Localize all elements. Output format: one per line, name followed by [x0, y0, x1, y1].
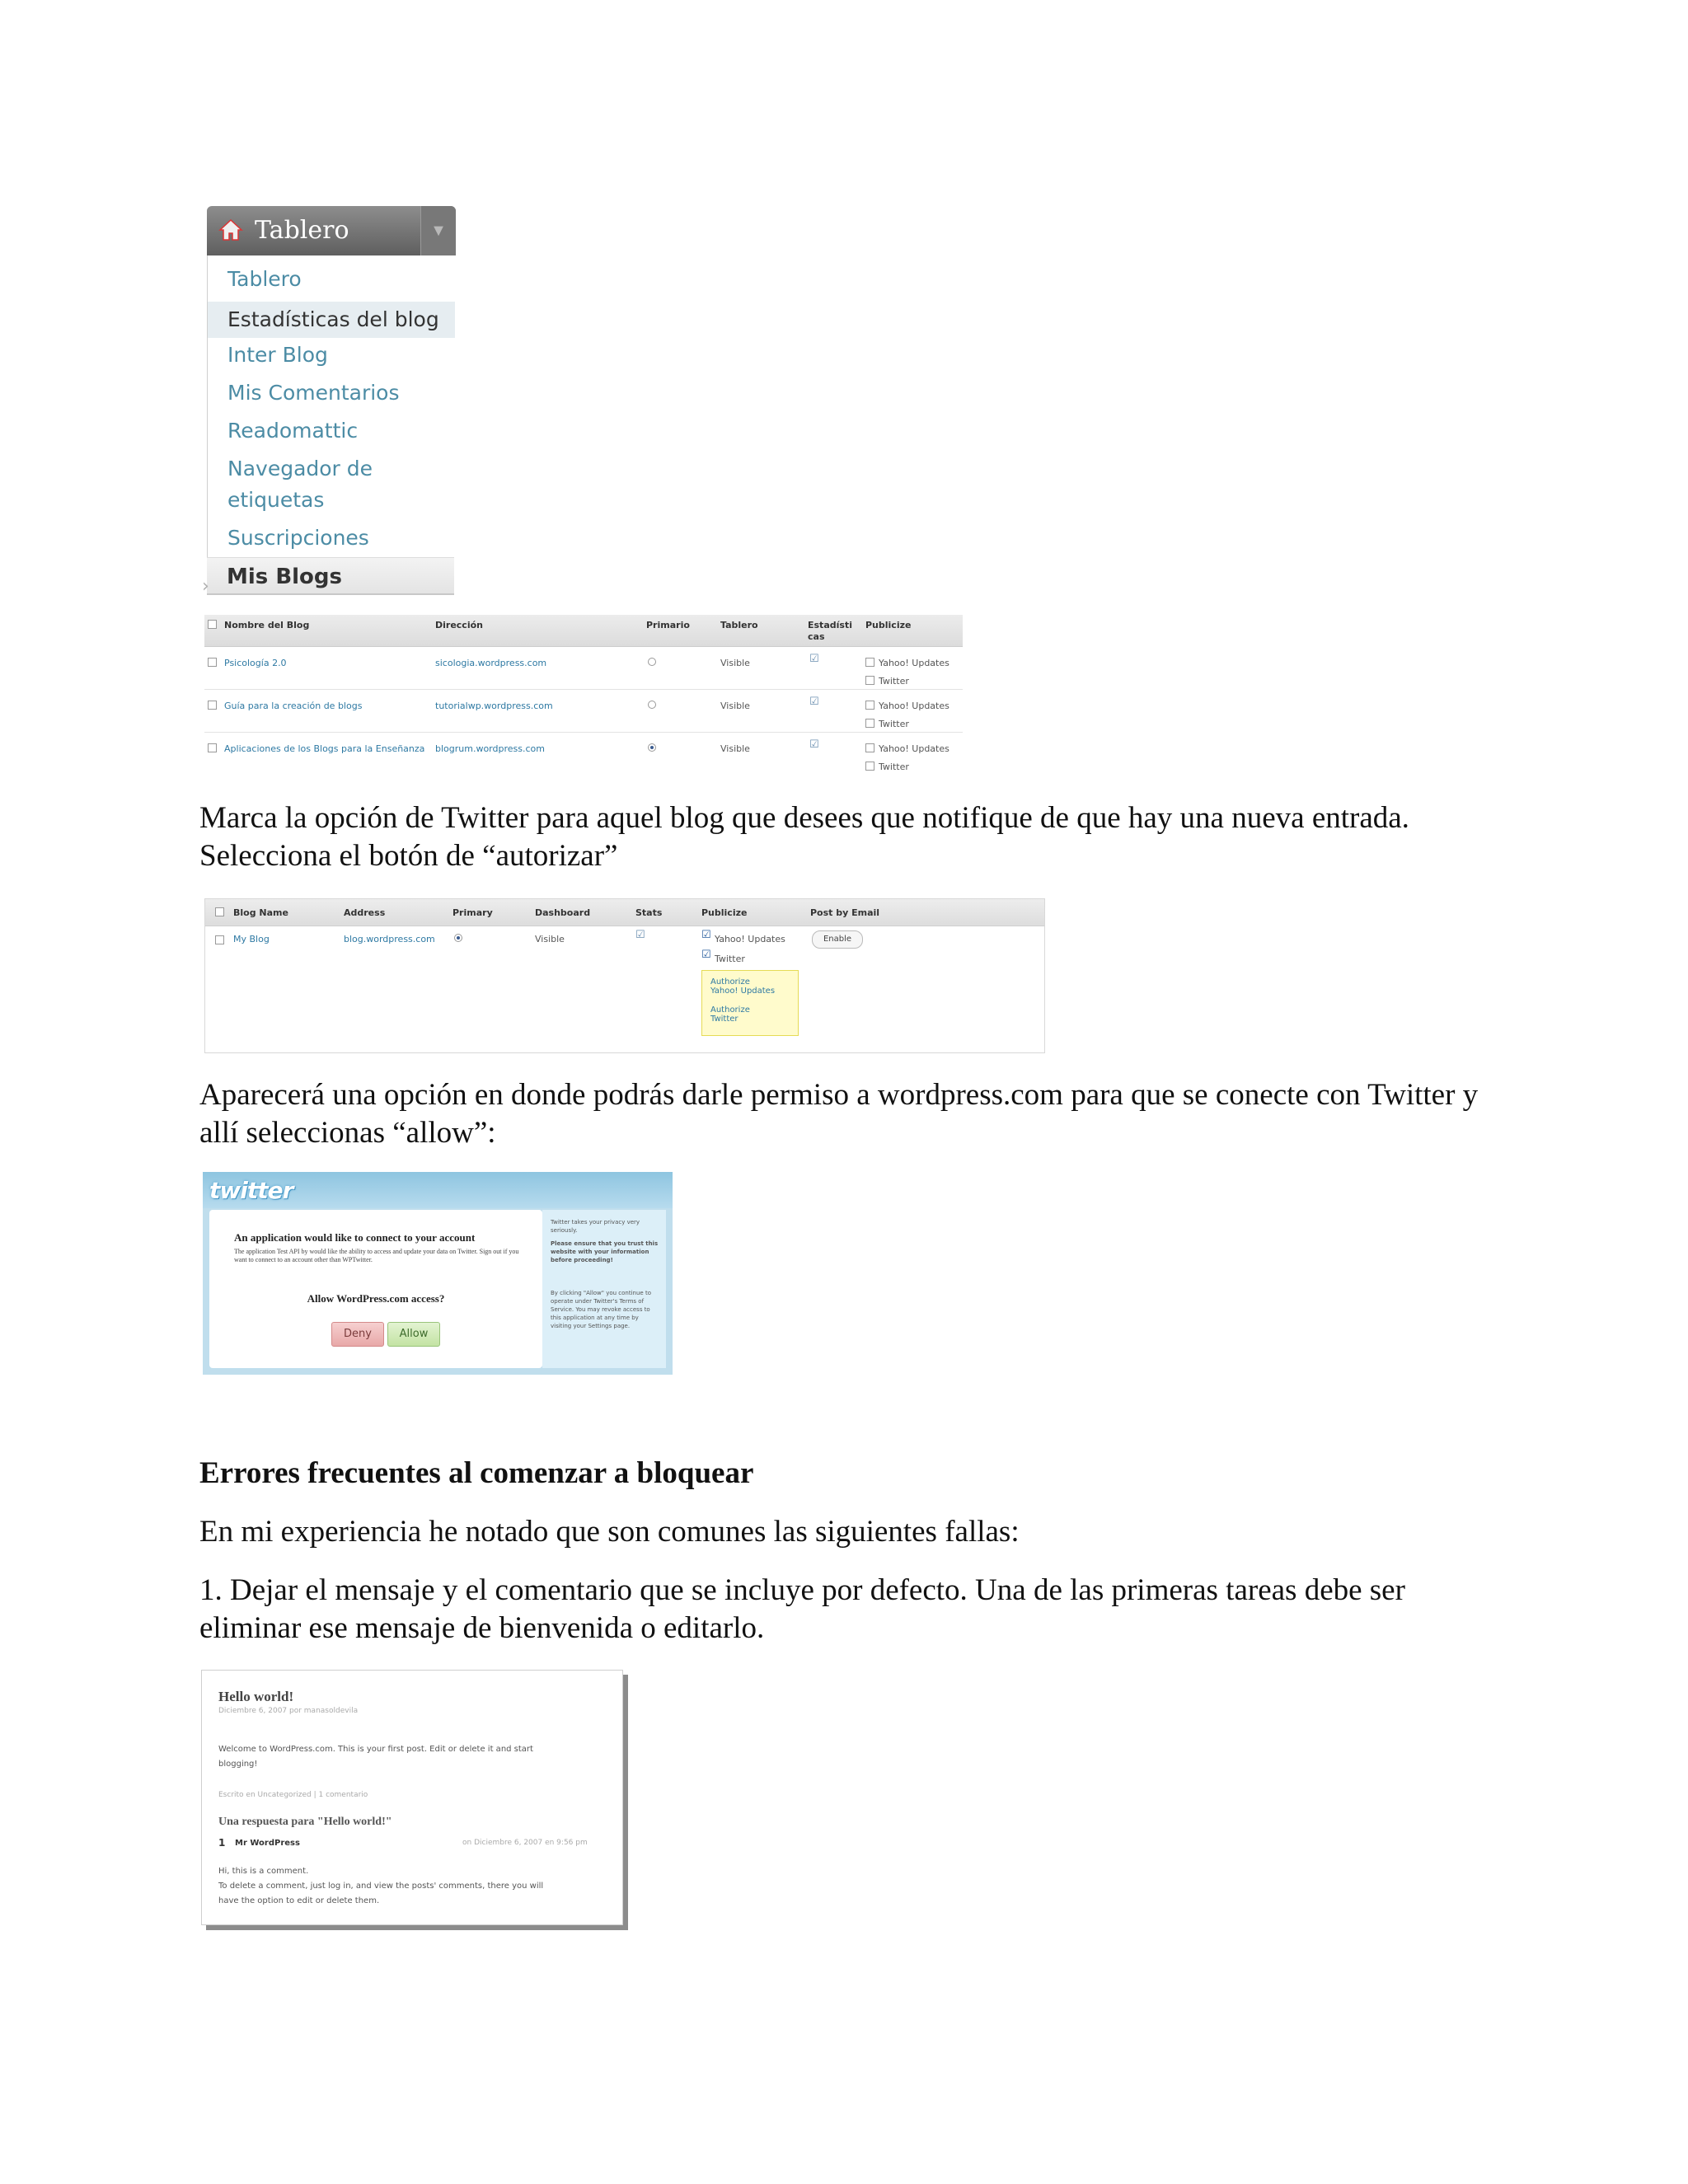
- comment-line-1: Hi, this is a comment.: [218, 1867, 309, 1876]
- paragraph-marca-twitter: Marca la opción de Twitter para aquel blog que desees que notifique de que hay una nueva entrada. Selecciona el botón de “autorizar”: [199, 801, 1409, 873]
- privacy-sidebar: [542, 1210, 666, 1368]
- post-filed: Escrito en Uncategorized | 1 comentario: [218, 1791, 368, 1799]
- table-row: [204, 689, 963, 733]
- authorize-yahoo-link[interactable]: Authorize: [710, 977, 750, 987]
- twitter-checked-icon[interactable]: ☑: [701, 949, 711, 961]
- deny-button[interactable]: Deny: [331, 1322, 384, 1347]
- blog-name-link[interactable]: Aplicaciones de los Blogs para la Enseñanza: [224, 743, 425, 754]
- header-blog-name: Blog Name: [233, 907, 288, 918]
- twitter-logo: twitter: [209, 1177, 293, 1204]
- authorize-question: An application would like to connect to your account: [234, 1231, 476, 1244]
- row-checkbox[interactable]: [208, 658, 217, 667]
- primary-radio-selected[interactable]: [454, 934, 462, 942]
- dashboard-visibility: Visible: [720, 701, 750, 711]
- menu-item-navegador[interactable]: Navegador de: [227, 457, 373, 480]
- authorize-description: The application Test API by would like the ability to access and update your data on Twitter. Sign out if you want to connect to an account other than WPTwitter.: [234, 1248, 519, 1263]
- comment-line-2: To delete a comment, just log in, and view the posts' comments, there you will: [218, 1882, 544, 1891]
- header-estadisticas-2: cas: [808, 631, 825, 642]
- paragraph-dejar-mensaje: 1. Dejar el mensaje y el comentario que se incluye por defecto. Una de las primeras tareas debe ser eliminar ese mensaje de bienvenida o editarlo.: [199, 1573, 1405, 1645]
- select-all-checkbox[interactable]: [208, 620, 217, 629]
- primary-radio-selected[interactable]: [648, 743, 656, 752]
- menu-item-tablero[interactable]: Tablero: [227, 267, 302, 291]
- post-card: [201, 1670, 623, 1925]
- yahoo-checkbox[interactable]: [865, 743, 874, 752]
- enable-button[interactable]: Enable: [812, 930, 863, 949]
- menu-item-etiquetas[interactable]: etiquetas: [227, 488, 325, 512]
- header-publicize: Publicize: [865, 620, 912, 630]
- header-direccion: Dirección: [435, 620, 483, 630]
- responses-heading: Una respuesta para "Hello world!": [218, 1816, 392, 1828]
- publicize-twitter-label: Twitter: [879, 676, 909, 687]
- post-date: Diciembre 6, 2007 por manasoldevila: [218, 1707, 359, 1715]
- blog-name-link[interactable]: My Blog: [233, 934, 270, 944]
- twitter-checkbox[interactable]: [865, 676, 874, 685]
- blog-address-link[interactable]: sicologia.wordpress.com: [435, 658, 547, 668]
- authorize-twitter-link-2[interactable]: Twitter: [710, 1015, 738, 1024]
- publicize-twitter-label: Twitter: [879, 762, 909, 772]
- blog-name-link[interactable]: Psicología 2.0: [224, 658, 287, 668]
- home-icon: [218, 218, 243, 242]
- chevron-down-icon[interactable]: ▼: [420, 206, 456, 255]
- allow-access-question: Allow WordPress.com access?: [307, 1292, 445, 1305]
- header-estadisticas: Estadísti: [808, 620, 852, 630]
- blog-name-link[interactable]: Guía para la creación de blogs: [224, 701, 363, 711]
- comment-line-3: have the option to edit or delete them.: [218, 1896, 380, 1905]
- menu-section-mis-blogs[interactable]: › Mis Blogs: [207, 557, 454, 595]
- blogs-table-en: [204, 898, 1045, 1053]
- menu-item-readomattic[interactable]: Readomattic: [227, 419, 359, 443]
- stats-checkbox-icon[interactable]: ☑: [809, 653, 819, 665]
- publicize-twitter-label: Twitter: [879, 719, 909, 729]
- blogs-table-es: [204, 615, 963, 776]
- primary-radio[interactable]: [648, 658, 656, 666]
- dashboard-menu-image: [204, 204, 457, 597]
- yahoo-checked-icon[interactable]: ☑: [701, 929, 711, 941]
- post-body-1: Welcome to WordPress.com. This is your first post. Edit or delete it and start: [218, 1745, 533, 1754]
- header-address: Address: [344, 907, 386, 918]
- menu-header[interactable]: [207, 206, 456, 255]
- authorize-yahoo-link-2[interactable]: Yahoo! Updates: [710, 987, 776, 996]
- paragraph-experiencia: En mi experiencia he notado que son comunes las siguientes fallas:: [199, 1515, 1020, 1549]
- stats-checkbox-icon[interactable]: ☑: [635, 929, 645, 941]
- post-body-2: blogging!: [218, 1760, 258, 1769]
- stats-checkbox-icon[interactable]: ☑: [809, 696, 819, 708]
- table-row: [204, 732, 963, 775]
- authorize-twitter-link[interactable]: Authorize: [710, 1005, 750, 1015]
- blog-address-link[interactable]: blog.wordpress.com: [344, 934, 435, 944]
- twitter-banner: [203, 1172, 673, 1208]
- chevron-right-icon: ›: [202, 576, 209, 597]
- header-post-by-email: Post by Email: [810, 907, 880, 918]
- publicize-yahoo-label: Yahoo! Updates: [879, 658, 950, 668]
- header-nombre: Nombre del Blog: [224, 620, 310, 630]
- blog-address-link[interactable]: tutorialwp.wordpress.com: [435, 701, 553, 711]
- blog-address-link[interactable]: blogrum.wordpress.com: [435, 743, 545, 754]
- row-checkbox[interactable]: [208, 743, 217, 752]
- dashboard-visibility: Visible: [535, 934, 565, 944]
- header-primario: Primario: [646, 620, 690, 630]
- hello-world-post-image: [201, 1670, 631, 1933]
- comment-date: on Diciembre 6, 2007 en 9:56 pm: [462, 1839, 588, 1847]
- menu-item-suscripciones[interactable]: Suscripciones: [227, 526, 369, 550]
- publicize-yahoo-label: Yahoo! Updates: [879, 701, 950, 711]
- privacy-note-2: Please ensure that you trust this website with your information before proceeding!: [551, 1240, 659, 1263]
- menu-item-inter-blog[interactable]: Inter Blog: [227, 343, 328, 367]
- yahoo-checkbox[interactable]: [865, 701, 874, 710]
- yahoo-checkbox[interactable]: [865, 658, 874, 667]
- post-title[interactable]: Hello world!: [218, 1689, 294, 1704]
- header-dashboard: Dashboard: [535, 907, 591, 918]
- row-checkbox[interactable]: [208, 701, 217, 710]
- table-row: [204, 646, 963, 690]
- twitter-checkbox[interactable]: [865, 719, 874, 728]
- privacy-note-3: By clicking "Allow" you continue to operate under Twitter's Terms of Service. You may revoke access to this application at any time by visiting your Settings page.: [551, 1290, 651, 1329]
- comment-number: 1: [218, 1837, 226, 1849]
- publicize-twitter-label: Twitter: [715, 954, 745, 964]
- comment-author[interactable]: Mr WordPress: [235, 1839, 300, 1848]
- menu-item-mis-comentarios[interactable]: Mis Comentarios: [227, 381, 400, 405]
- dashboard-visibility: Visible: [720, 743, 750, 754]
- section-heading: Errores frecuentes al comenzar a bloquear: [199, 1456, 754, 1490]
- dashboard-visibility: Visible: [720, 658, 750, 668]
- publicize-yahoo-label: Yahoo! Updates: [715, 934, 785, 944]
- table-header: [204, 615, 963, 647]
- table-header: [205, 899, 1044, 926]
- menu-title: Tablero: [255, 216, 349, 245]
- publicize-yahoo-label: Yahoo! Updates: [879, 743, 950, 754]
- twitter-authorize-dialog: [203, 1172, 673, 1375]
- allow-button[interactable]: Allow: [387, 1322, 440, 1347]
- header-tablero: Tablero: [720, 620, 758, 630]
- privacy-note-1: Twitter takes your privacy very seriously.: [551, 1219, 640, 1234]
- authorize-panel: [209, 1210, 542, 1368]
- authorize-box: [701, 970, 799, 1036]
- row-checkbox[interactable]: [215, 935, 224, 944]
- header-stats: Stats: [635, 907, 663, 918]
- twitter-checkbox[interactable]: [865, 762, 874, 771]
- menu-item-estadisticas[interactable]: Estadísticas del blog: [208, 302, 455, 338]
- header-publicize: Publicize: [701, 907, 748, 918]
- primary-radio[interactable]: [648, 701, 656, 709]
- stats-checkbox-icon[interactable]: ☑: [809, 738, 819, 751]
- select-all-checkbox[interactable]: [215, 907, 224, 916]
- header-primary: Primary: [452, 907, 493, 918]
- paragraph-aparecera: Aparecerá una opción en donde podrás darle permiso a wordpress.com para que se conecte con Twitter y allí seleccionas “allow”:: [199, 1078, 1479, 1150]
